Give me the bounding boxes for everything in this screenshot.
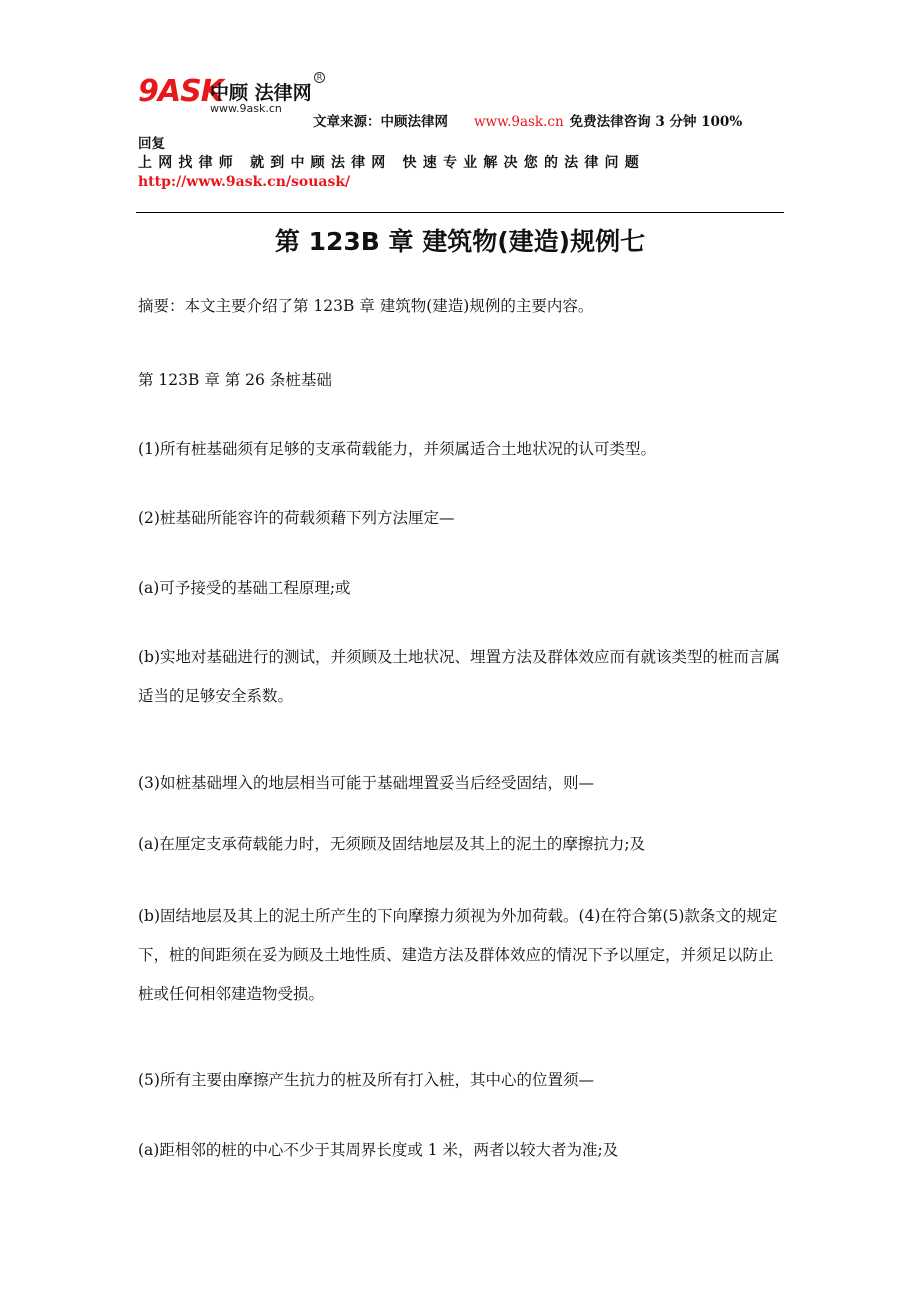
- paragraph-section-heading: 第 123B 章 第 26 条桩基础: [138, 371, 332, 389]
- paragraph-3: (3)如桩基础埋入的地层相当可能于基础埋置妥当后经受固结，则—: [138, 774, 594, 792]
- paragraph-summary: 摘要：本文主要介绍了第 123B 章 建筑物(建造)规例的主要内容。: [138, 297, 594, 315]
- source-line: [313, 110, 742, 130]
- paragraph-3b-4: (b)固结地层及其上的泥土所产生的下向摩擦力须视为外加荷载。(4)在符合第(5)款条文的规定下，桩的间距须在妥为顾及土地性质、建造方法及群体效应的情况下予以厘定，并须足以防止桩或任何相邻建造物受损。: [138, 907, 778, 1003]
- header-divider: [136, 212, 784, 213]
- paragraph-1: (1)所有桩基础须有足够的支承荷载能力，并须属适合土地状况的认可类型。: [138, 440, 656, 458]
- registered-mark-icon: R: [314, 72, 325, 83]
- logo-chinese-name: 中顾 法律网: [210, 82, 312, 104]
- logo-mark: 9ASK: [138, 74, 223, 109]
- paragraph-5: (5)所有主要由摩擦产生抗力的桩及所有打入桩，其中心的位置须—: [138, 1071, 594, 1089]
- paragraph-2b: (b)实地对基础进行的测试，并须顾及土地状况、埋置方法及群体效应而有就该类型的桩而言属适当的足够安全系数。: [138, 648, 781, 705]
- souask-link[interactable]: http://www.9ask.cn/souask/: [138, 174, 351, 190]
- consult-text: 免费法律咨询 3 分钟 100%: [569, 114, 743, 130]
- source-label: 文章来源：中顾法律网: [313, 114, 448, 130]
- paragraph-2: (2)桩基础所能容许的荷载须藉下列方法厘定—: [138, 509, 455, 527]
- slogan: 上网找律师 就到中顾法律网 快速专业解决您的法律问题: [138, 155, 645, 171]
- paragraph-3a: (a)在厘定支承荷载能力时，无须顾及固结地层及其上的泥土的摩擦抗力;及: [138, 835, 646, 853]
- paragraph-5a: (a)距相邻的桩的中心不少于其周界长度或 1 米，两者以较大者为准;及: [138, 1141, 619, 1159]
- site-logo[interactable]: [138, 72, 338, 120]
- source-url-link[interactable]: www.9ask.cn: [474, 114, 564, 130]
- logo-url: www.9ask.cn: [210, 102, 282, 115]
- paragraph-2a: (a)可予接受的基础工程原理;或: [138, 579, 351, 597]
- reply-text: 回复: [138, 136, 165, 152]
- document-title: 第 123B 章 建筑物(建造)规例七: [274, 227, 646, 256]
